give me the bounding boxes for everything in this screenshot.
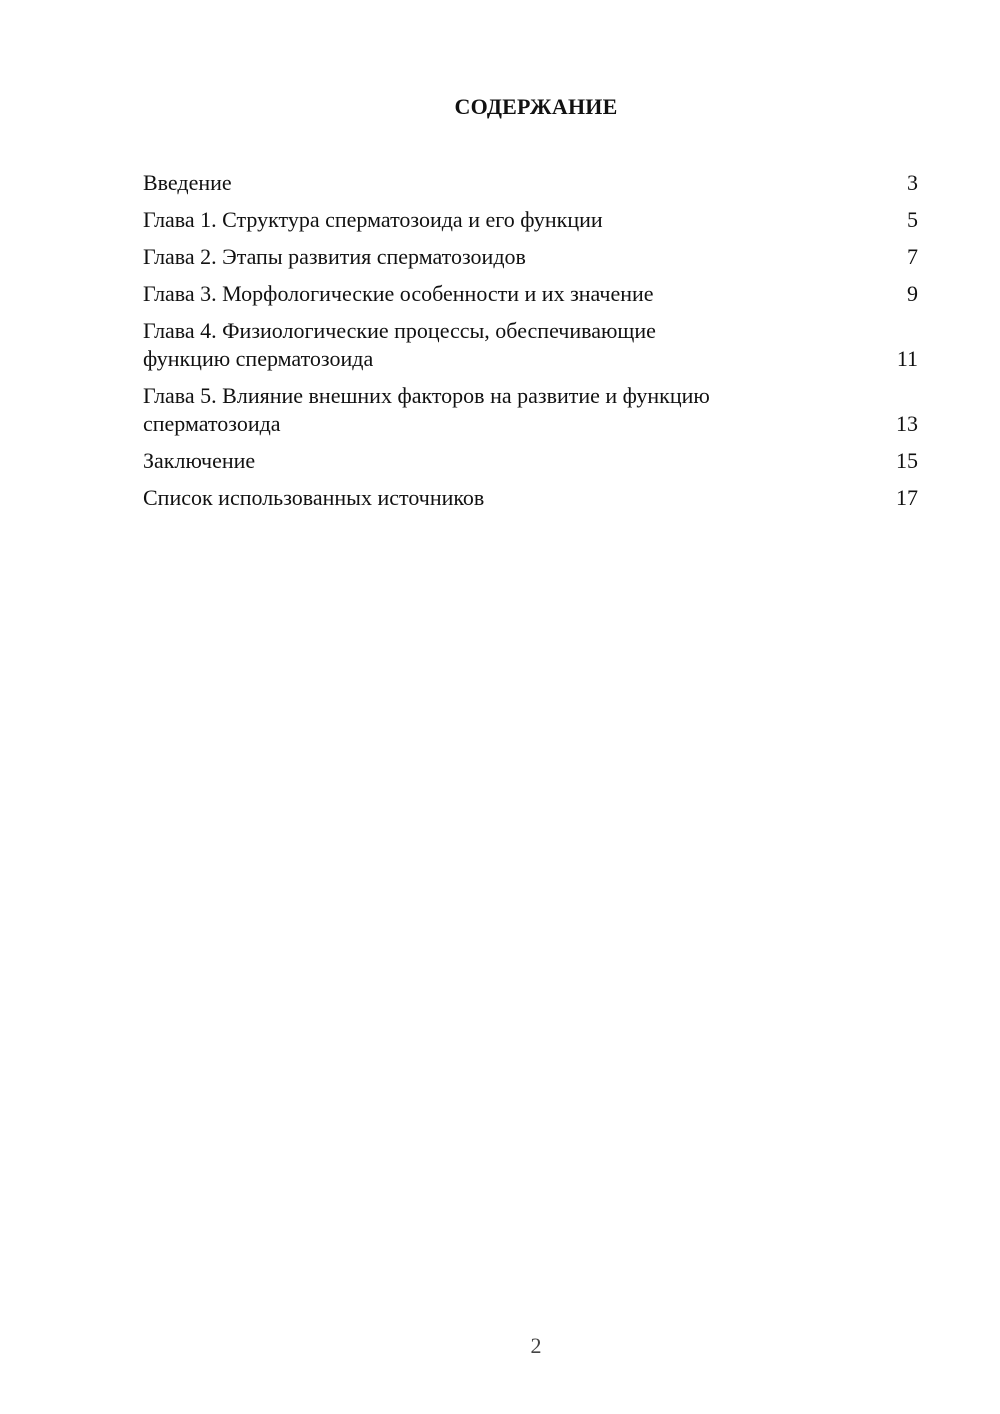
toc-entry-chapter-1 bbox=[143, 206, 918, 234]
toc-entry-title bbox=[143, 280, 888, 308]
toc-entry-title-line: Заключение bbox=[143, 448, 256, 473]
toc-entry-title bbox=[143, 447, 888, 475]
toc-entry-conclusion bbox=[143, 447, 918, 475]
table-of-contents bbox=[143, 169, 918, 521]
toc-entry-introduction bbox=[143, 169, 918, 197]
toc-entry-title bbox=[143, 317, 888, 373]
toc-entry-chapter-4 bbox=[143, 317, 918, 373]
toc-entry-page: 13 bbox=[896, 411, 918, 436]
toc-entry-title-line: Глава 2. Этапы развития сперматозоидов bbox=[143, 244, 526, 269]
toc-entry-references bbox=[143, 484, 918, 512]
toc-entry-title-line: Список использованных источников bbox=[143, 485, 485, 510]
toc-entry-title-line: Глава 5. Влияние внешних факторов на развитие и функцию bbox=[143, 383, 710, 408]
toc-entry-chapter-5 bbox=[143, 382, 918, 438]
toc-entry-title bbox=[143, 382, 888, 438]
toc-entry-page: 7 bbox=[907, 244, 918, 269]
toc-entry-title-line: Глава 1. Структура сперматозоида и его функции bbox=[143, 207, 603, 232]
toc-entry-title bbox=[143, 169, 888, 197]
toc-entry-page: 5 bbox=[907, 207, 918, 232]
page-number: 2 bbox=[530, 1333, 542, 1358]
toc-entry-page: 3 bbox=[907, 170, 918, 195]
toc-entry-page: 11 bbox=[896, 346, 918, 371]
toc-entry-title bbox=[143, 206, 888, 234]
toc-entry-title-line: Глава 4. Физиологические процессы, обеспечивающие bbox=[143, 318, 656, 343]
toc-entry-title-line: сперматозоида bbox=[143, 411, 281, 436]
toc-entry-page: 17 bbox=[896, 485, 918, 510]
toc-entry-title-line: Введение bbox=[143, 170, 232, 195]
toc-entry-chapter-2 bbox=[143, 243, 918, 271]
toc-entry-page: 9 bbox=[907, 281, 918, 306]
toc-entry-title-line: Глава 3. Морфологические особенности и их значение bbox=[143, 281, 654, 306]
page-title: СОДЕРЖАНИЕ bbox=[454, 94, 618, 119]
toc-entry-title bbox=[143, 243, 888, 271]
toc-entry-title bbox=[143, 484, 888, 512]
toc-entry-page: 15 bbox=[896, 448, 918, 473]
toc-entry-chapter-3 bbox=[143, 280, 918, 308]
toc-entry-title-line: функцию сперматозоида bbox=[143, 346, 374, 371]
